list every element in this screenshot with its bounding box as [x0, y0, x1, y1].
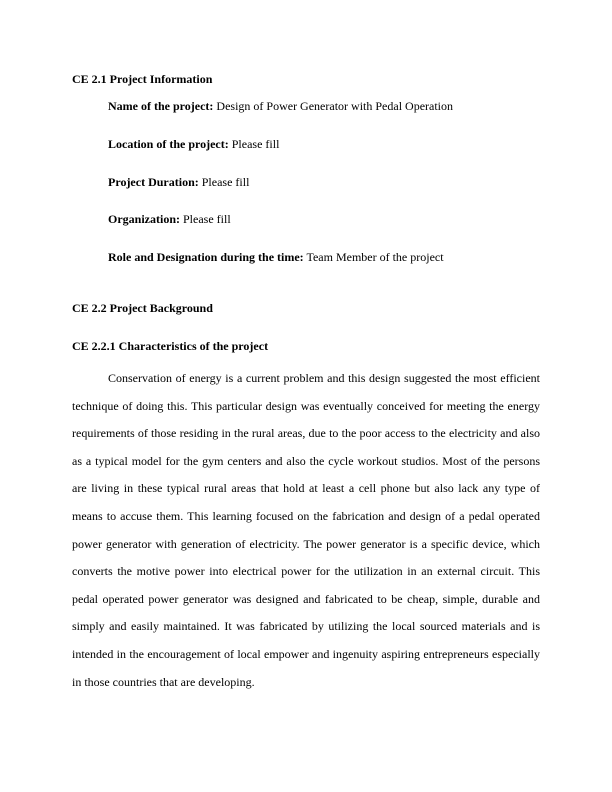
organization-label: Organization: — [108, 212, 180, 226]
project-location-line — [108, 137, 279, 151]
organization-value: Please fill — [180, 212, 231, 226]
project-duration-value: Please fill — [198, 175, 250, 189]
role-designation-value: Team Member of the project — [303, 250, 444, 264]
project-location-label: Location of the project: — [108, 137, 229, 151]
role-designation-line — [108, 250, 444, 264]
project-name-value: Design of Power Generator with Pedal Operation — [213, 99, 454, 113]
section-heading-project-information: CE 2.1 Project Information — [72, 72, 213, 86]
subsection-heading-characteristics: CE 2.2.1 Characteristics of the project — [72, 339, 269, 353]
organization-line — [108, 212, 231, 226]
project-duration-line — [108, 175, 249, 189]
project-name-label: Name of the project: — [108, 99, 214, 113]
project-location-value: Please fill — [228, 137, 280, 151]
project-name-line — [108, 99, 453, 113]
characteristics-paragraph: Conservation of energy is a current problem and this design suggested the most efficient technique of doing this. This particular design was eventually conceived for meeting the energy requirements of those residing in the rural areas, due to the poor access to the electricity and also as a typical model for the gym centers and also the cycle workout studios. Most of the persons are living in these typical rural areas that hold at least a cell phone but also lack any type of means to accuse them. This learning focused on the fabrication and design of a pedal operated power generator with generation of electricity. The power generator is a specific device, which converts the motive power into electrical power for the utilization in an external circuit. This pedal operated power generator was designed and fabricated to be cheap, simple, durable and simply and easily maintained. It was fabricated by utilizing the local sourced materials and is intended in the encouragement of local empower and ingenuity aspiring entrepreneurs especially in those countries that are developing. — [72, 371, 540, 689]
section-heading-project-background: CE 2.2 Project Background — [72, 301, 213, 315]
project-duration-label: Project Duration: — [108, 175, 199, 189]
role-designation-label: Role and Designation during the time: — [108, 250, 304, 264]
